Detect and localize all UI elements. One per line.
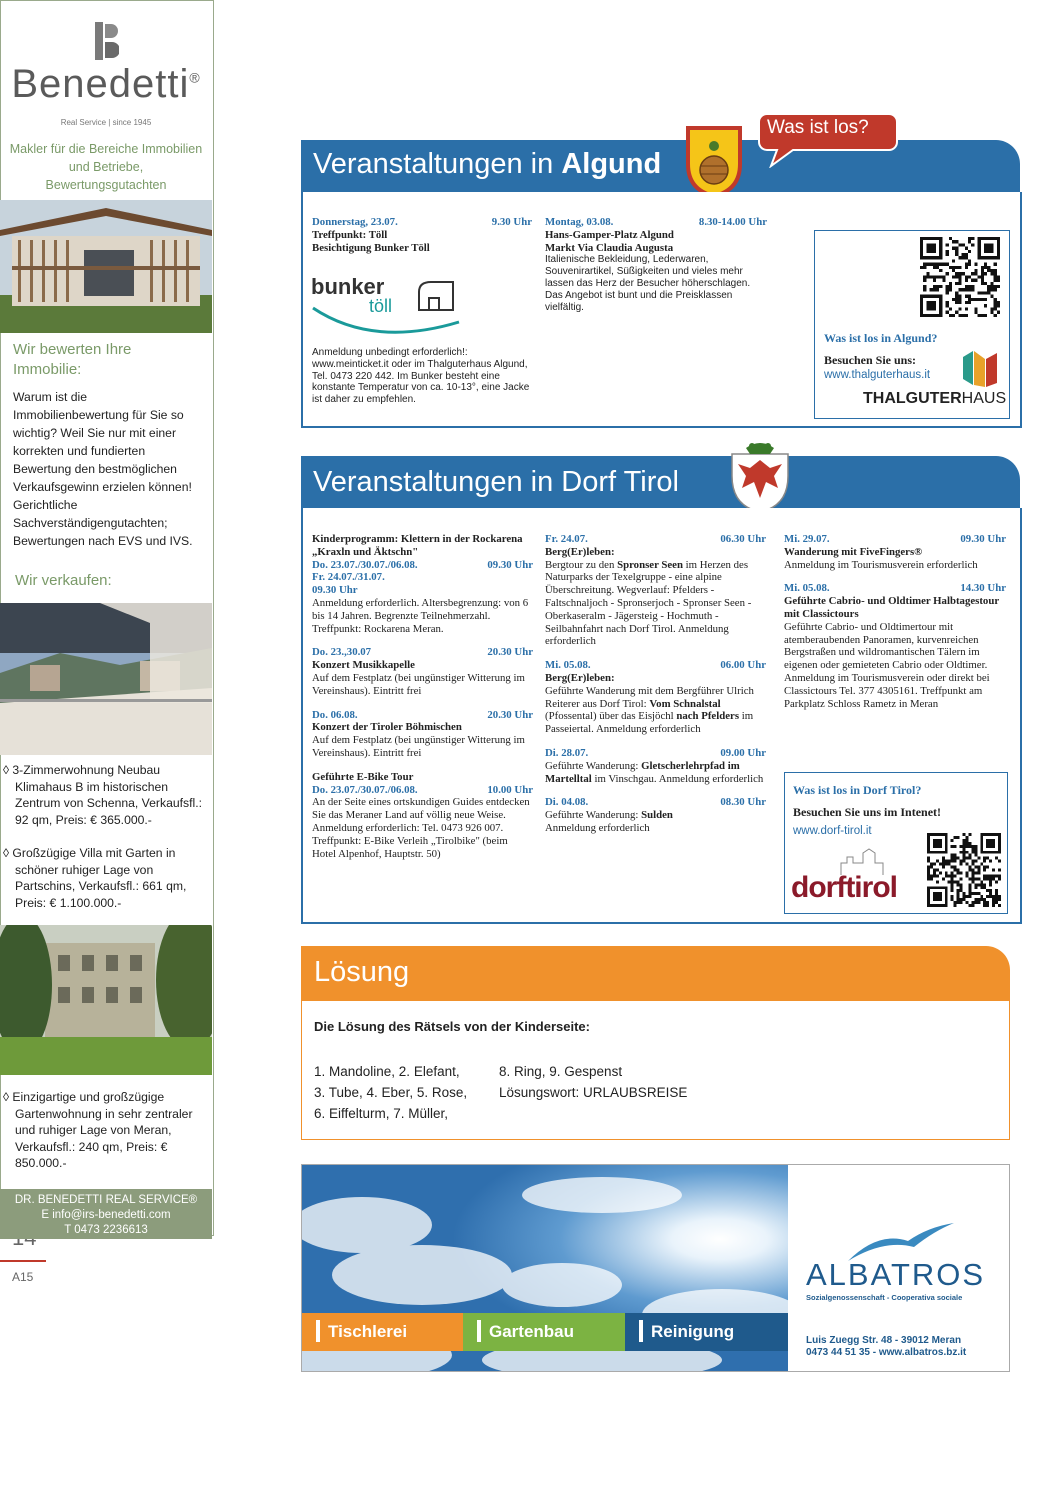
benedetti-logo-icon: [95, 22, 119, 60]
was-ist-los-label: Was ist los?: [767, 117, 869, 138]
tirol-col-2: Fr. 24.07. 06.30 Uhr Berg(Er)leben: Bergtour zu den Spronser Seen im Herzen des Naturparks der Texelgruppe - eine alpine Überschreitung. Wegverlauf: Pfelders - Faltschnaljoch - Spronserjoch - Spronser Seen - Oberkaseralm - Jägersteig - Hochmuth - Seilbahnfahrt nach Dorf Tirol. Anmeldung erforderlich Mi. 05.08. 06.00 Uhr Berg(Er)leben: Geführte Wanderung mit dem Bergführer Ulrich Reiterer aus Dorf Tirol: Vom Schnalstal (Pfossental) über das Eisjöchl nach Pfelders im Passeiertal. Anmeldung erforderlich Di. 28.07. 09.00 Uhr Geführte Wanderung: Gletscherlehrpfad im Martelltal im Vinschgau. Anmeldung erforderlich Di. 04.08. 08.30 Uhr Geführte Wanderung: Sulden Anmeldung erforderlich: [545, 533, 766, 834]
listing-3: ◊ Einzigartige und großzügige Gartenwohnung in sehr zentraler und ruhiger Lage von Meran, Verkaufsfl.: 240 qm, Preis: € 850.000.-: [3, 1090, 193, 1170]
service-reinigung: Reinigung: [625, 1313, 788, 1351]
algund-event-1: Donnerstag, 23.07. 9.30 Uhr Treffpunkt: Töll Besichtigung Bunker Töll: [312, 216, 532, 254]
thalguterhaus-logo-icon: [961, 349, 999, 389]
algund-header: [301, 140, 1020, 192]
algund-title: Veranstaltungen in Algund: [313, 148, 662, 180]
loesung-answers-2: 8. Ring, 9. Gespenst Lösungswort: URLAUBSREISE: [499, 1064, 688, 1100]
sales-heading: Wir verkaufen:: [15, 572, 112, 589]
tirol-info-visit: Besuchen Sie uns im Intenet!: [793, 805, 942, 819]
service-tischlerei: Tischlerei: [302, 1313, 463, 1351]
bunker-toell-logo: bunker töll: [311, 274, 461, 336]
loesung-title: Lösung: [314, 956, 410, 988]
albatros-contact[interactable]: 0473 44 51 35 - www.albatros.bz.it: [806, 1347, 967, 1358]
algund-info-question: Was ist los in Algund?: [824, 331, 938, 345]
algund-info-visit: Besuchen Sie uns:: [824, 353, 917, 367]
valuation-text: Warum ist die Immobilienbewertung für Sie so wichtig? Weil Sie nur mit einer korrekten und fundierten Bewertung den bestmöglichen Verkaufsgewinn erzielen können! Gerichtliche Sachverständigengutachten; Bewertungen nach EVS und IVS.: [13, 390, 193, 548]
algund-qr-code[interactable]: [920, 237, 1000, 317]
tirol-info-question: Was ist los in Dorf Tirol?: [793, 783, 922, 797]
albatros-brand-panel: [788, 1165, 1009, 1371]
tirol-coat-of-arms-icon: [728, 440, 792, 516]
benedetti-contact: DR. BENEDETTI REAL SERVICE® E info@irs-benedetti.com T 0473 2236613: [0, 1189, 212, 1236]
tirol-qr-code[interactable]: [927, 833, 1001, 907]
thalguterhaus-wordmark: THALGUTERHAUS: [863, 390, 1007, 407]
albatros-address: Luis Zuegg Str. 48 - 39012 Meran: [806, 1335, 962, 1346]
loesung-header: [301, 946, 1010, 1001]
algund-info-url[interactable]: www.thalguterhaus.it: [824, 369, 931, 381]
tirol-info-box: [784, 772, 1008, 914]
dorftirol-logo: dorftirol: [791, 871, 897, 904]
service-gartenbau: Gartenbau: [463, 1313, 625, 1351]
benedetti-tagline: Makler für die Bereiche Immobilien und Betriebe, Bewertungsgutachten: [9, 142, 203, 192]
terrace-photo: [0, 603, 212, 755]
page-sub-number: A15: [12, 1270, 34, 1284]
valuation-heading: Wir bewerten Ihre Immobilie:: [13, 341, 132, 378]
listing-2: ◊ Großzügige Villa mit Garten in schöner ruhiger Lage von Partschins, Verkaufsfl.: 661 qm, Preis: € 1.100.000.-: [3, 846, 187, 910]
albatros-brand: ALBATROS: [806, 1257, 986, 1292]
loesung-answers-1: 1. Mandoline, 2. Elefant, 3. Tube, 4. Eber, 5. Rose, 6. Eiffelturm, 7. Müller,: [314, 1064, 468, 1121]
benedetti-since: Real Service | since 1945: [60, 118, 152, 127]
tirol-col-3: Mi. 29.07. 09.30 Uhr Wanderung mit FiveFingers® Anmeldung im Tourismusverein erforderlich Mi. 05.08. 14.30 Uhr Geführte Cabrio- und Oldtimer Halbtagestour mit Classictours Geführte Cabrio- und Oldtimertour mit atemberaubenden Panoramen, kurvenreichen Bergstraßen und wildromantischen Tälern im eigenen oder gemieteten Cabrio oder Oldtimer. Anmeldung im Tourismusverein oder direkt bei Classictours Tel. 377 4305161. Treffpunkt am Parkplatz Schloss Rametz in Meran: [784, 533, 1006, 710]
benedetti-brand: Benedetti®: [11, 62, 201, 106]
tirol-header: [301, 456, 1020, 508]
loesung-question: Die Lösung des Rätsels von der Kinderseite:: [314, 1019, 590, 1034]
loesung-box: [301, 1001, 1010, 1140]
tirol-title: Veranstaltungen in Dorf Tirol: [313, 466, 679, 498]
algund-coat-of-arms-icon: [684, 124, 744, 198]
algund-info-box: [814, 230, 1010, 419]
tirol-info-url[interactable]: www.dorf-tirol.it: [793, 825, 872, 837]
page-number-rule: [0, 1260, 46, 1262]
tirol-col-1: Kinderprogramm: Klettern in der Rockarena „Kraxln und Äktschn" Do. 23.07./30.07./06.08. 09.30 Uhr Fr. 24.07./31.07. 09.30 Uhr Anmeldung erforderlich. Altersbegrenzung: von 6 bis 14 Jahren. Begrenzte Teilnehmerzahl. Treffpunkt: Rockarena Meran. Do. 23.,30.07 20.30 Uhr Konzert Musikkapelle Auf dem Festplatz (bei ungünstiger Witterung im Vereinshaus). Eintritt frei Do. 06.08. 20.30 Uhr Konzert der Tiroler Böhmischen Auf dem Festplatz (bei ungünstiger Witterung im Vereinshaus). Eintritt frei Geführte E-Bike Tour Do. 23.07./30.07./06.08. 10.00 Uhr An der Seite eines ortskundigen Guides entdecken Sie das Meraner Land auf völlig neue Weise. Anmeldung erforderlich: Tel. 0473 926 007. Treffpunkt: E-Bike Verleih „Tirolbike" (beim Hotel Alpenhof, Hauptstr. 50): [312, 533, 533, 860]
house-photo: [0, 200, 212, 333]
villa-photo: [0, 925, 212, 1075]
algund-event-1-note: Anmeldung unbedingt erforderlich!: www.meinticket.it oder im Thalguterhaus Algund, Tel. 0473 220 442. Im Bunker besteht eine konstante Temperatur von ca. 10-13°, eine Jacke ist daher zu empfehlen.: [312, 347, 530, 406]
albatros-subtitle: Sozialgenossenschaft - Cooperativa sociale: [806, 1293, 963, 1302]
algund-event-2: Montag, 03.08. 8.30-14.00 Uhr Hans-Gamper-Platz Algund Markt Via Claudia Augusta Italienische Bekleidung, Lederwaren, Souvenirartikel, Süßigkeiten und vieles mehr lassen das Herz der Besucher höherschlagen. Das Angebot ist bunt und die Preisklassen vielfältig.: [545, 216, 767, 313]
contact-email[interactable]: E info@irs-benedetti.com: [41, 1209, 171, 1221]
benedetti-ad: [0, 0, 214, 1236]
listing-1: ◊ 3-Zimmerwohnung Neubau Klimahaus B im historischen Zentrum von Schenna, Verkaufsfl.: 92 qm, Preis: € 365.000.-: [3, 763, 202, 827]
albatros-ad: [301, 1164, 1010, 1372]
contact-phone: T 0473 2236613: [64, 1224, 148, 1236]
